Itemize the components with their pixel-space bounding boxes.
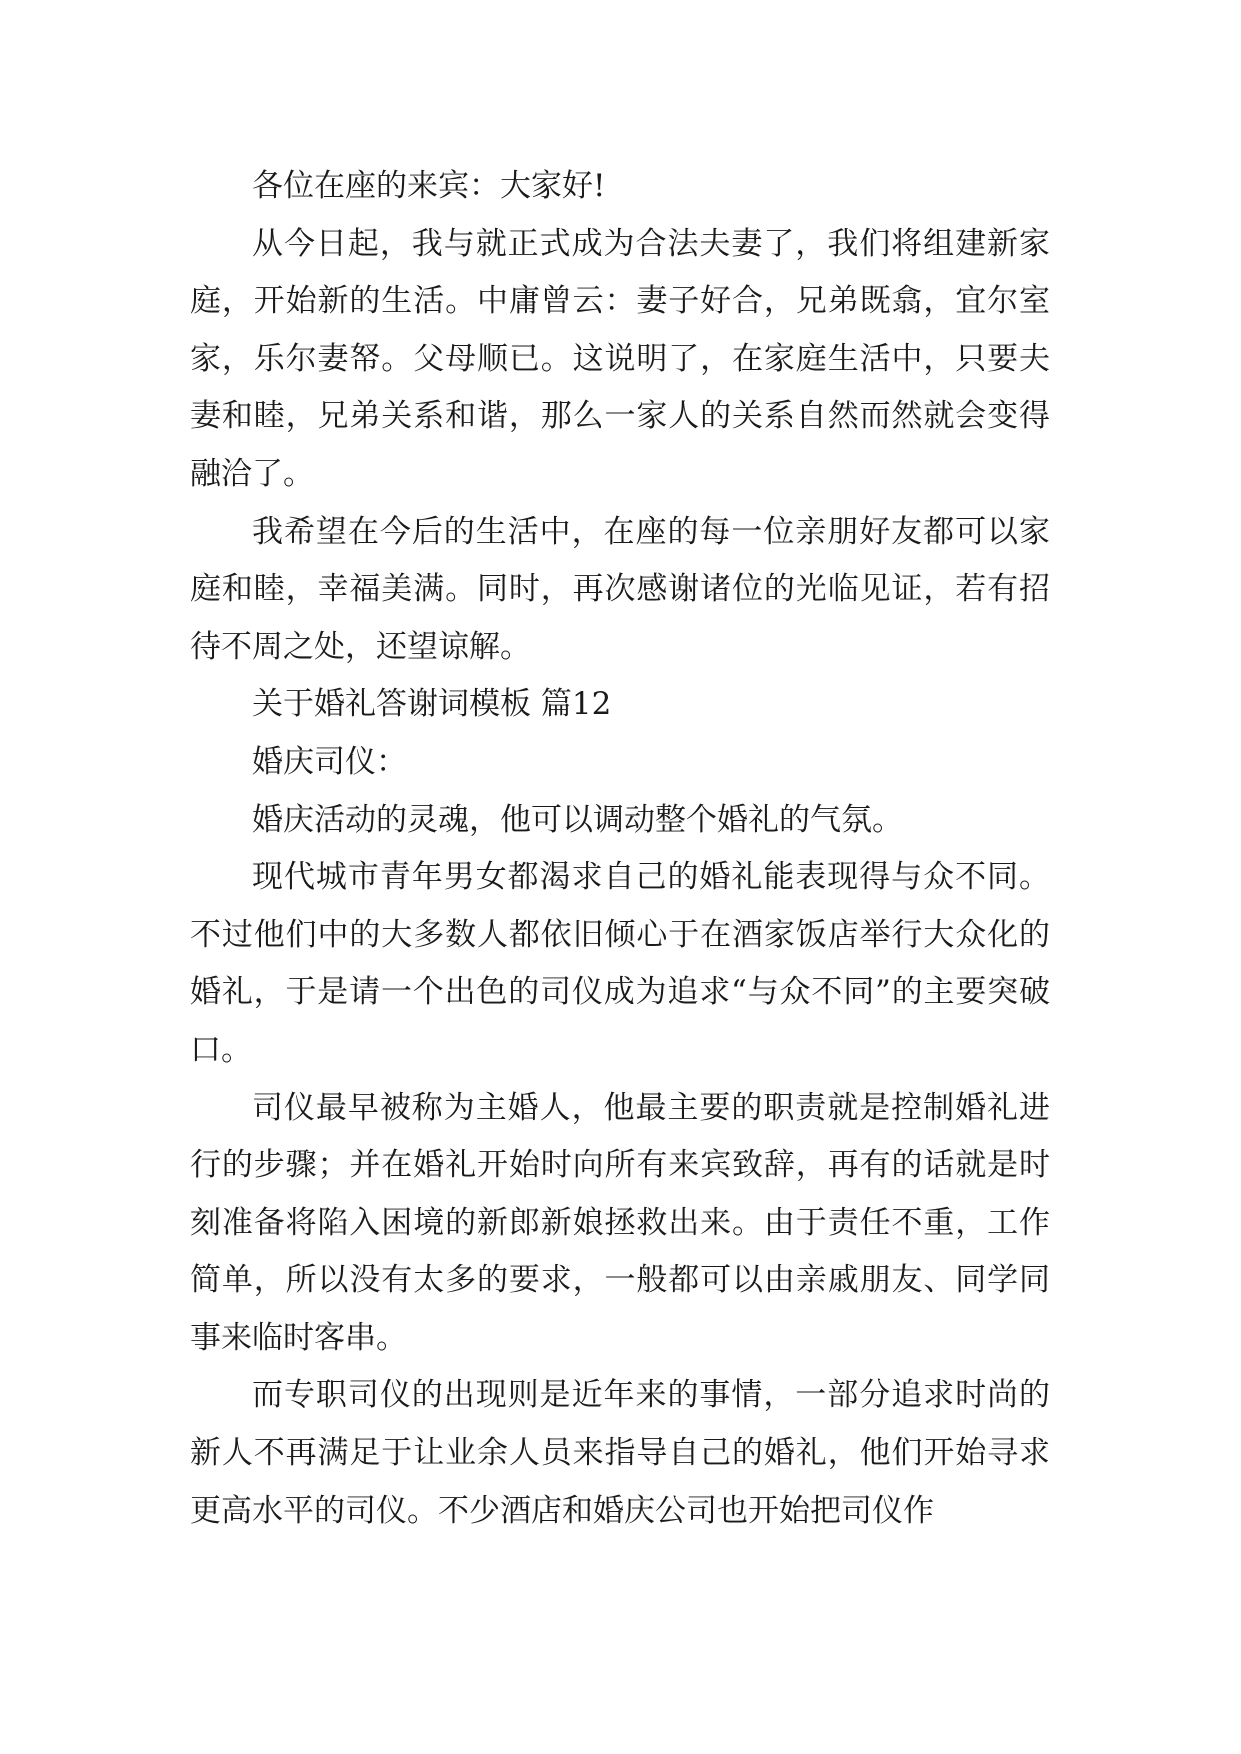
- paragraph-mc-history: 司仪最早被称为主婚人，他最主要的职责就是控制婚礼进行的步骤；并在婚礼开始时向所有来宾致辞，再有的话就是时刻准备将陷入困境的新郎新娘拯救出来。由于责任不重，工作简单，所以没有太多的要求，一般都可以由亲戚朋友、同学同事来临时客串。: [190, 1089, 1050, 1356]
- document-body: [190, 158, 1050, 1540]
- paragraph-mc-label: 婚庆司仪：: [252, 743, 407, 780]
- paragraph-mc-soul: 婚庆活动的灵魂，他可以调动整个婚礼的气氛。: [252, 801, 903, 838]
- paragraph-professional-mc: 而专职司仪的出现则是近年来的事情，一部分追求时尚的新人不再满足于让业余人员来指导自己的婚礼，他们开始寻求更高水平的司仪。不少酒店和婚庆公司也开始把司仪作: [190, 1377, 1050, 1529]
- paragraph-greeting: 各位在座的来宾：大家好!: [252, 168, 606, 204]
- paragraph-marriage-announcement: 从今日起，我与就正式成为合法夫妻了，我们将组建新家庭，开始新的生活。中庸曾云：妻子好合，兄弟既翕，宜尔室家，乐尔妻帑。父母顺已。这说明了，在家庭生活中，只要夫妻和睦，兄弟关系和谐，那么一家人的关系自然而然就会变得融洽了。: [190, 225, 1050, 492]
- section-heading: 关于婚礼答谢词模板 篇12: [252, 686, 612, 723]
- paragraph-wishes-and-thanks: 我希望在今后的生活中，在座的每一位亲朋好友都可以家庭和睦，幸福美满。同时，再次感谢诸位的光临见证，若有招待不周之处，还望谅解。: [190, 513, 1050, 665]
- paragraph-modern-couples: 现代城市青年男女都渴求自己的婚礼能表现得与众不同。不过他们中的大多数人都依旧倾心于在酒家饭店举行大众化的婚礼，于是请一个出色的司仪成为追求“与众不同”的主要突破口。: [190, 859, 1050, 1068]
